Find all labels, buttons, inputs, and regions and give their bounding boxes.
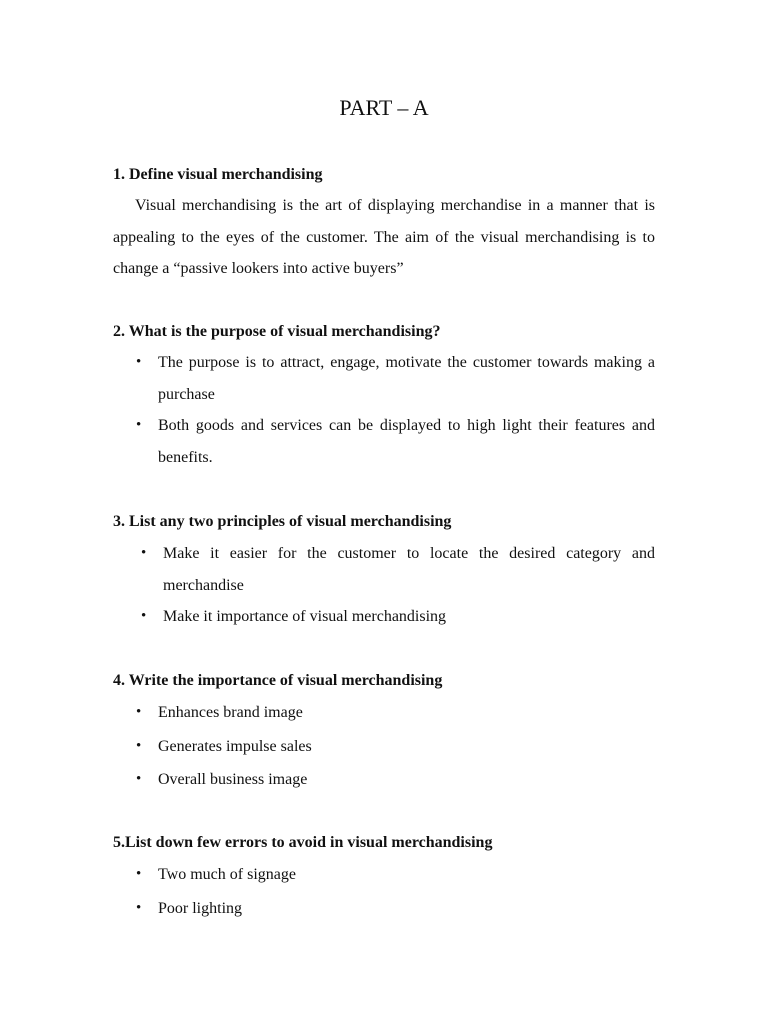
list-item: • Poor lighting	[158, 893, 655, 925]
question-4-bullets	[158, 697, 655, 796]
question-5-bullets	[158, 859, 655, 924]
list-item: • Both goods and services can be displayed to high light their features and benefits.	[158, 410, 655, 473]
question-2-bullets	[158, 347, 655, 473]
list-item: • Generates impulse sales	[158, 731, 655, 763]
question-3-heading: 3. List any two principles of visual merchandising	[113, 513, 452, 530]
list-item: • Enhances brand image	[158, 697, 655, 729]
question-1-heading: 1. Define visual merchandising	[113, 166, 323, 183]
list-item: • Two much of signage	[158, 859, 655, 891]
list-item: • Overall business image	[158, 764, 655, 796]
question-5-heading: 5.List down few errors to avoid in visual merchandising	[113, 834, 493, 851]
question-1-answer: Visual merchandising is the art of displaying merchandise in a manner that is appealing to the eyes of the customer. The aim of the visual merchandising is to change a “passive lookers into active buyers”	[113, 197, 655, 277]
question-2-heading: 2. What is the purpose of visual merchandising?	[113, 323, 441, 340]
list-item: • The purpose is to attract, engage, motivate the customer towards making a purchase	[158, 347, 655, 410]
list-item: • Make it importance of visual merchandising	[163, 601, 655, 633]
question-3-bullets	[163, 538, 655, 633]
question-4-heading: 4. Write the importance of visual merchandising	[113, 672, 443, 689]
list-item: • Make it easier for the customer to locate the desired category and merchandise	[163, 538, 655, 601]
page-title: PART – A	[339, 95, 429, 120]
